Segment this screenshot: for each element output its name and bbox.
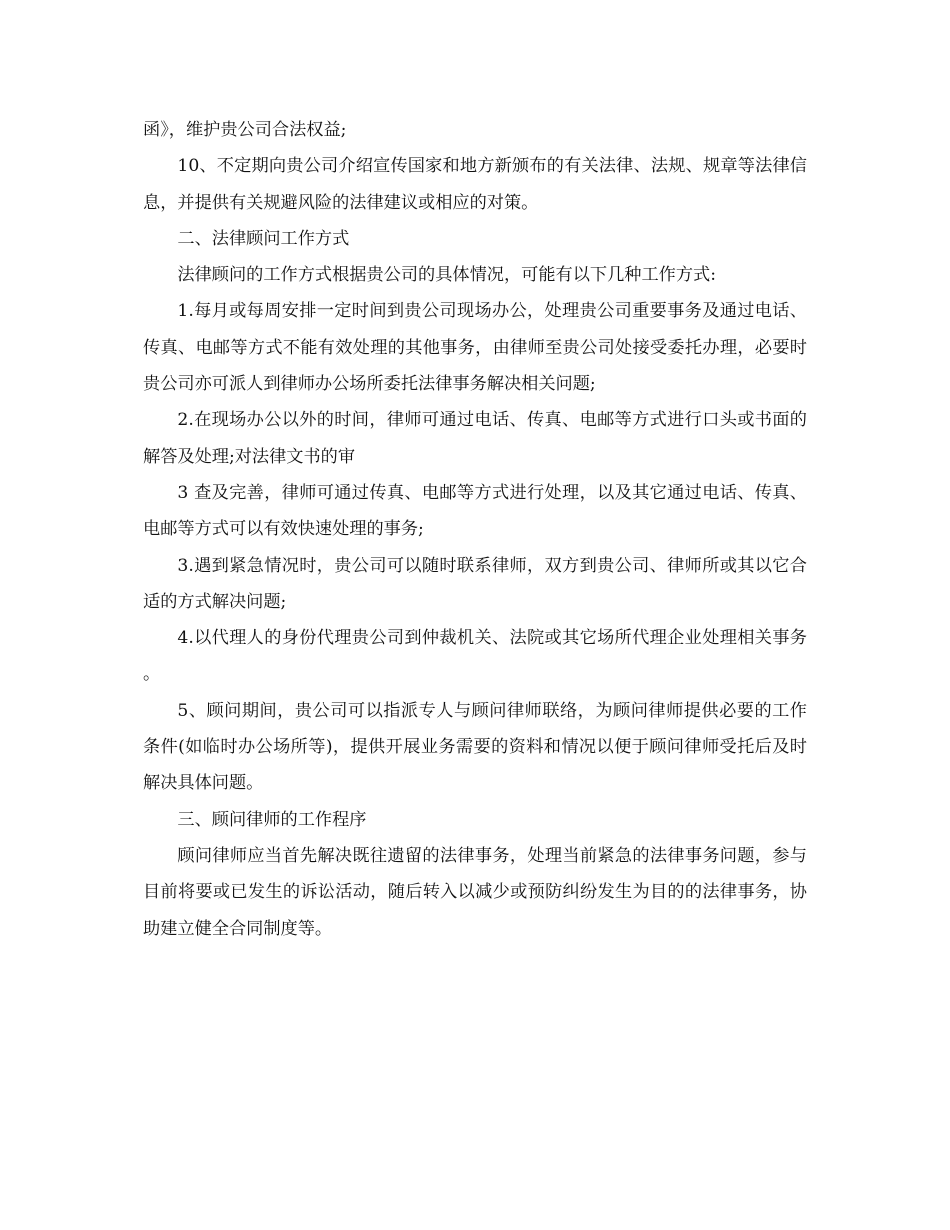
paragraph-continuation: 函》，维护贵公司合法权益;: [143, 120, 347, 140]
paragraph-item-10: 10、不定期向贵公司介绍宣传国家和地方新颁布的有关法律、法规、规章等法律信息，并提供有关规避风险的法律建议或相应的对策。: [143, 156, 807, 213]
paragraph-work-methods-intro: 法律顾问的工作方式根据贵公司的具体情况，可能有以下几种工作方式:: [177, 265, 716, 286]
paragraph-method-4: 4.以代理人的身份代理贵公司到仲裁机关、法院或其它场所代理企业处理相关事务。: [143, 628, 807, 685]
section-heading-work-methods: 二、法律顾问工作方式: [177, 228, 350, 249]
document-body: [143, 112, 807, 947]
paragraph-method-3a: 3 查及完善，律师可通过传真、电邮等方式进行处理，以及其它通过电话、传真、电邮等方式可以有效快速处理的事务;: [143, 482, 807, 540]
paragraph-work-procedure: 顾问律师应当首先解决既往遗留的法律事务，处理当前紧急的法律事务问题，参与目前将要或已发生的诉讼活动，随后转入以减少或预防纠纷发生为目的的法律事务，协助建立健全合同制度等。: [143, 845, 807, 939]
paragraph-item-5: 5、顾问期间，贵公司可以指派专人与顾问律师联络，为顾问律师提供必要的工作条件(如临时办公场所等)，提供开展业务需要的资料和情况以便于顾问律师受托后及时解决具体问题。: [143, 700, 807, 794]
paragraph-method-2: 2.在现场办公以外的时间，律师可通过电话、传真、电邮等方式进行口头或书面的解答及处理;对法律文书的审: [143, 410, 807, 467]
paragraph-method-1: 1.每月或每周安排一定时间到贵公司现场办公，处理贵公司重要事务及通过电话、传真、电邮等方式不能有效处理的其他事务，由律师至贵公司处接受委托办理，必要时贵公司亦可派人到律师办公场所委托法律事务解决相关问题;: [143, 301, 807, 395]
section-heading-work-procedure: 三、顾问律师的工作程序: [177, 809, 367, 830]
paragraph-method-3b: 3.遇到紧急情况时，贵公司可以随时联系律师，双方到贵公司、律师所或其以它合适的方式解决问题;: [143, 555, 807, 612]
